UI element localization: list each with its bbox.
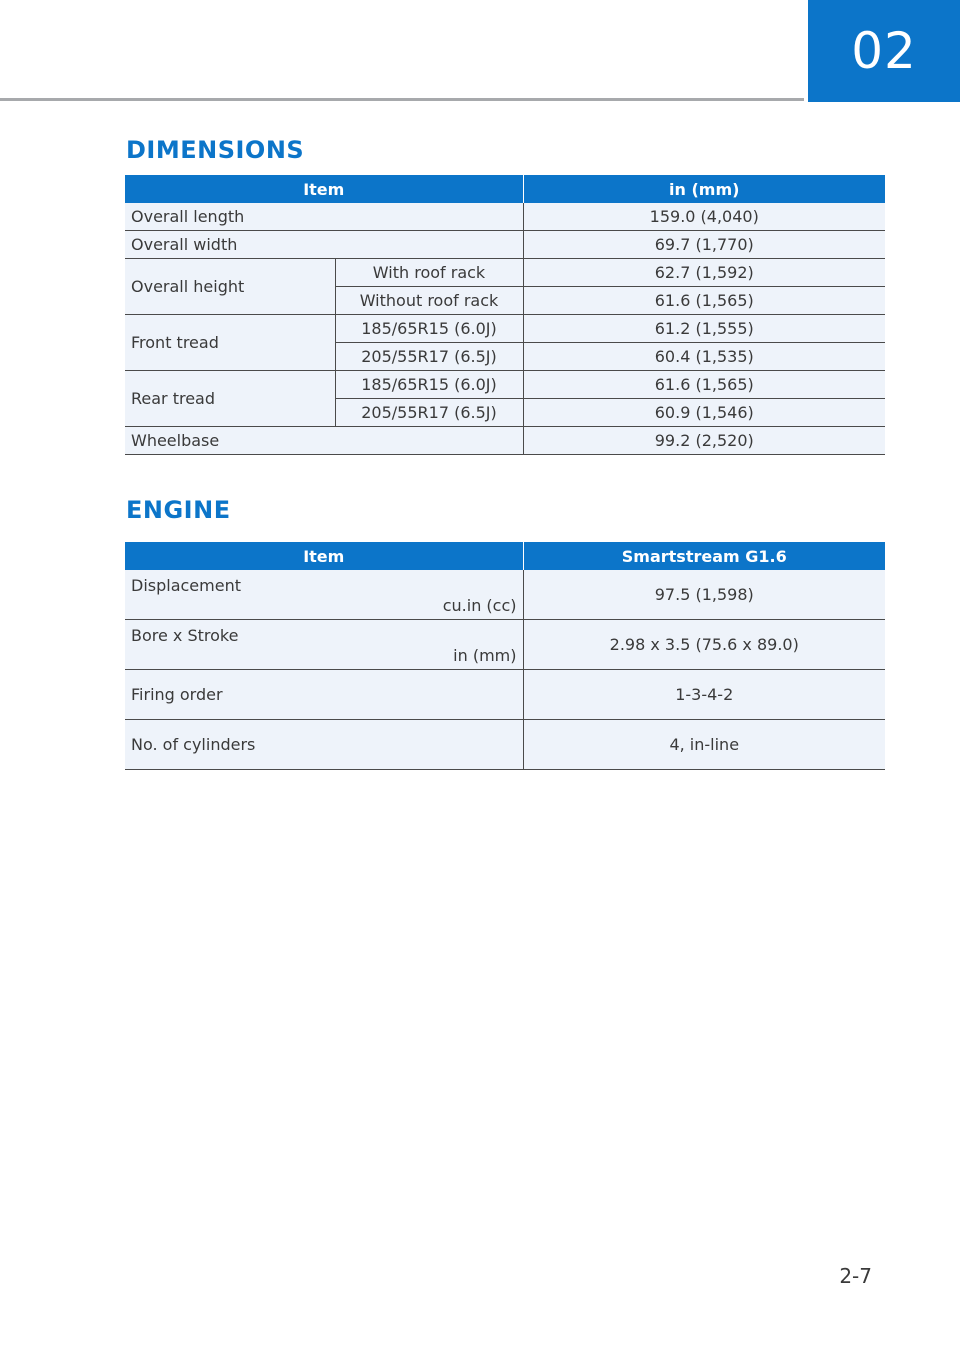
row-sublabel: 185/65R15 (6.0J)	[335, 315, 523, 343]
row-label: Front tread	[125, 315, 335, 371]
table-row	[125, 315, 885, 343]
row-label: Firing order	[131, 685, 223, 704]
row-value: 61.6 (1,565)	[523, 371, 885, 399]
dimensions-title: DIMENSIONS	[126, 136, 305, 164]
table-row	[125, 570, 885, 620]
row-value: 62.7 (1,592)	[523, 259, 885, 287]
row-label-cell	[125, 620, 523, 670]
row-value: 69.7 (1,770)	[523, 231, 885, 259]
row-value: 99.2 (2,520)	[523, 427, 885, 455]
row-label-cell	[125, 670, 523, 720]
table-row	[125, 259, 885, 287]
row-value: 2.98 x 3.5 (75.6 x 89.0)	[523, 620, 885, 670]
engine-title: ENGINE	[126, 496, 231, 524]
header-rule	[0, 98, 804, 101]
table-row	[125, 371, 885, 399]
table-row	[125, 231, 885, 259]
row-value: 60.4 (1,535)	[523, 343, 885, 371]
row-sublabel: 205/55R17 (6.5J)	[335, 399, 523, 427]
row-label: Overall length	[125, 203, 523, 231]
row-sublabel: 205/55R17 (6.5J)	[335, 343, 523, 371]
row-value: 61.2 (1,555)	[523, 315, 885, 343]
row-value: 4, in-line	[523, 720, 885, 770]
dimensions-table	[125, 175, 885, 455]
row-sublabel: With roof rack	[335, 259, 523, 287]
chapter-tab	[808, 0, 960, 102]
table-row	[125, 720, 885, 770]
row-unit: in (mm)	[453, 646, 517, 665]
row-label: Rear tread	[125, 371, 335, 427]
column-header-item: Item	[125, 542, 523, 570]
table-row	[125, 203, 885, 231]
chapter-number: 02	[851, 22, 917, 80]
row-unit: cu.in (cc)	[442, 596, 517, 615]
page-number: 2-7	[839, 1264, 872, 1288]
engine-table	[125, 542, 885, 770]
row-label: Overall height	[125, 259, 335, 315]
row-sublabel: 185/65R15 (6.0J)	[335, 371, 523, 399]
row-label: Displacement	[131, 576, 241, 595]
row-sublabel: Without roof rack	[335, 287, 523, 315]
row-value: 1-3-4-2	[523, 670, 885, 720]
table-header-row	[125, 175, 885, 203]
row-value: 97.5 (1,598)	[523, 570, 885, 620]
row-label-cell	[125, 720, 523, 770]
row-value: 159.0 (4,040)	[523, 203, 885, 231]
table-row	[125, 670, 885, 720]
row-label: Wheelbase	[125, 427, 523, 455]
table-row	[125, 427, 885, 455]
table-header-row	[125, 542, 885, 570]
column-header-value: Smartstream G1.6	[523, 542, 885, 570]
row-label-cell	[125, 570, 523, 620]
row-value: 61.6 (1,565)	[523, 287, 885, 315]
row-label: Overall width	[125, 231, 523, 259]
row-label: No. of cylinders	[131, 735, 256, 754]
column-header-value: in (mm)	[523, 175, 885, 203]
row-value: 60.9 (1,546)	[523, 399, 885, 427]
column-header-item: Item	[125, 175, 523, 203]
table-row	[125, 620, 885, 670]
row-label: Bore x Stroke	[131, 626, 239, 645]
